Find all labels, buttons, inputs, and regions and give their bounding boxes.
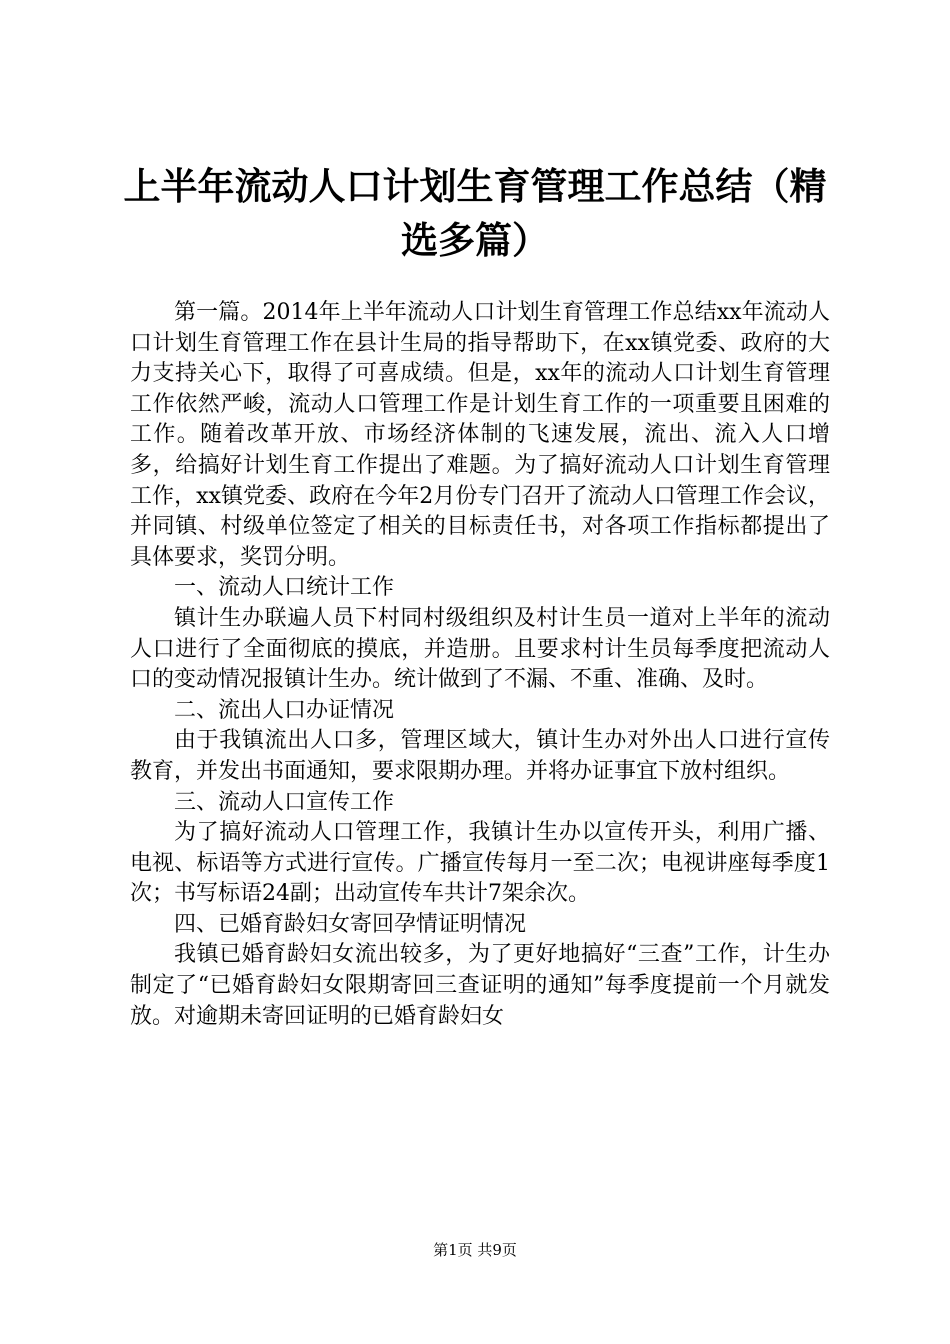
page-number-footer: 第1页 共9页 [433, 1241, 517, 1259]
section-heading-2: 二、流出人口办证情况 [174, 697, 395, 723]
section-paragraph-1: 镇计生办联遍人员下村同村级组织及村计生员一道对上半年的流动人口进行了全面彻底的摸底，并造册。且要求村计生员每季度把流动人口的变动情况报镇计生办。统计做到了不漏、不重、准确、及时。 [130, 605, 830, 693]
section-paragraph-4: 我镇已婚育龄妇女流出较多，为了更好地搞好“三查”工作，计生办制定了“已婚育龄妇女限期寄回三查证明的通知”每季度提前一个月就发放。对逾期未寄回证明的已婚育龄妇女 [130, 942, 830, 1029]
document-body [130, 298, 830, 1032]
section-paragraph-3: 为了搞好流动人口管理工作，我镇计生办以宣传开头，利用广播、电视、标语等方式进行宣传。广播宣传每月一至二次；电视讲座每季度1次；书写标语24副；出动宣传车共计7架余次。 [130, 820, 830, 907]
section-heading-1: 一、流动人口统计工作 [174, 575, 395, 601]
section-heading-3: 三、流动人口宣传工作 [174, 789, 395, 815]
document-title: 上半年流动人口计划生育管理工作总结（精选多篇） [123, 165, 827, 262]
intro-paragraph: 第一篇。2014年上半年流动人口计划生育管理工作总结xx年流动人口计划生育管理工作在县计生局的指导帮助下，在xx镇党委、政府的大力支持关心下，取得了可喜成绩。但是，xx年的流动人口计划生育管理工作依然严峻，流动人口管理工作是计划生育工作的一项重要且困难的工作。随着改革开放、市场经济体制的飞速发展，流出、流入人口增多，给搞好计划生育工作提出了难题。为了搞好流动人口计划生育管理工作，xx镇党委、政府在今年2月份专门召开了流动人口管理工作会议，并同镇、村级单位签定了相关的目标责任书，对各项工作指标都提出了具体要求，奖罚分明。 [130, 300, 830, 570]
section-heading-4: 四、已婚育龄妇女寄回孕情证明情况 [174, 911, 527, 937]
section-paragraph-2: 由于我镇流出人口多，管理区域大，镇计生办对外出人口进行宣传教育，并发出书面通知，要求限期办理。并将办证事宜下放村组织。 [130, 728, 830, 784]
